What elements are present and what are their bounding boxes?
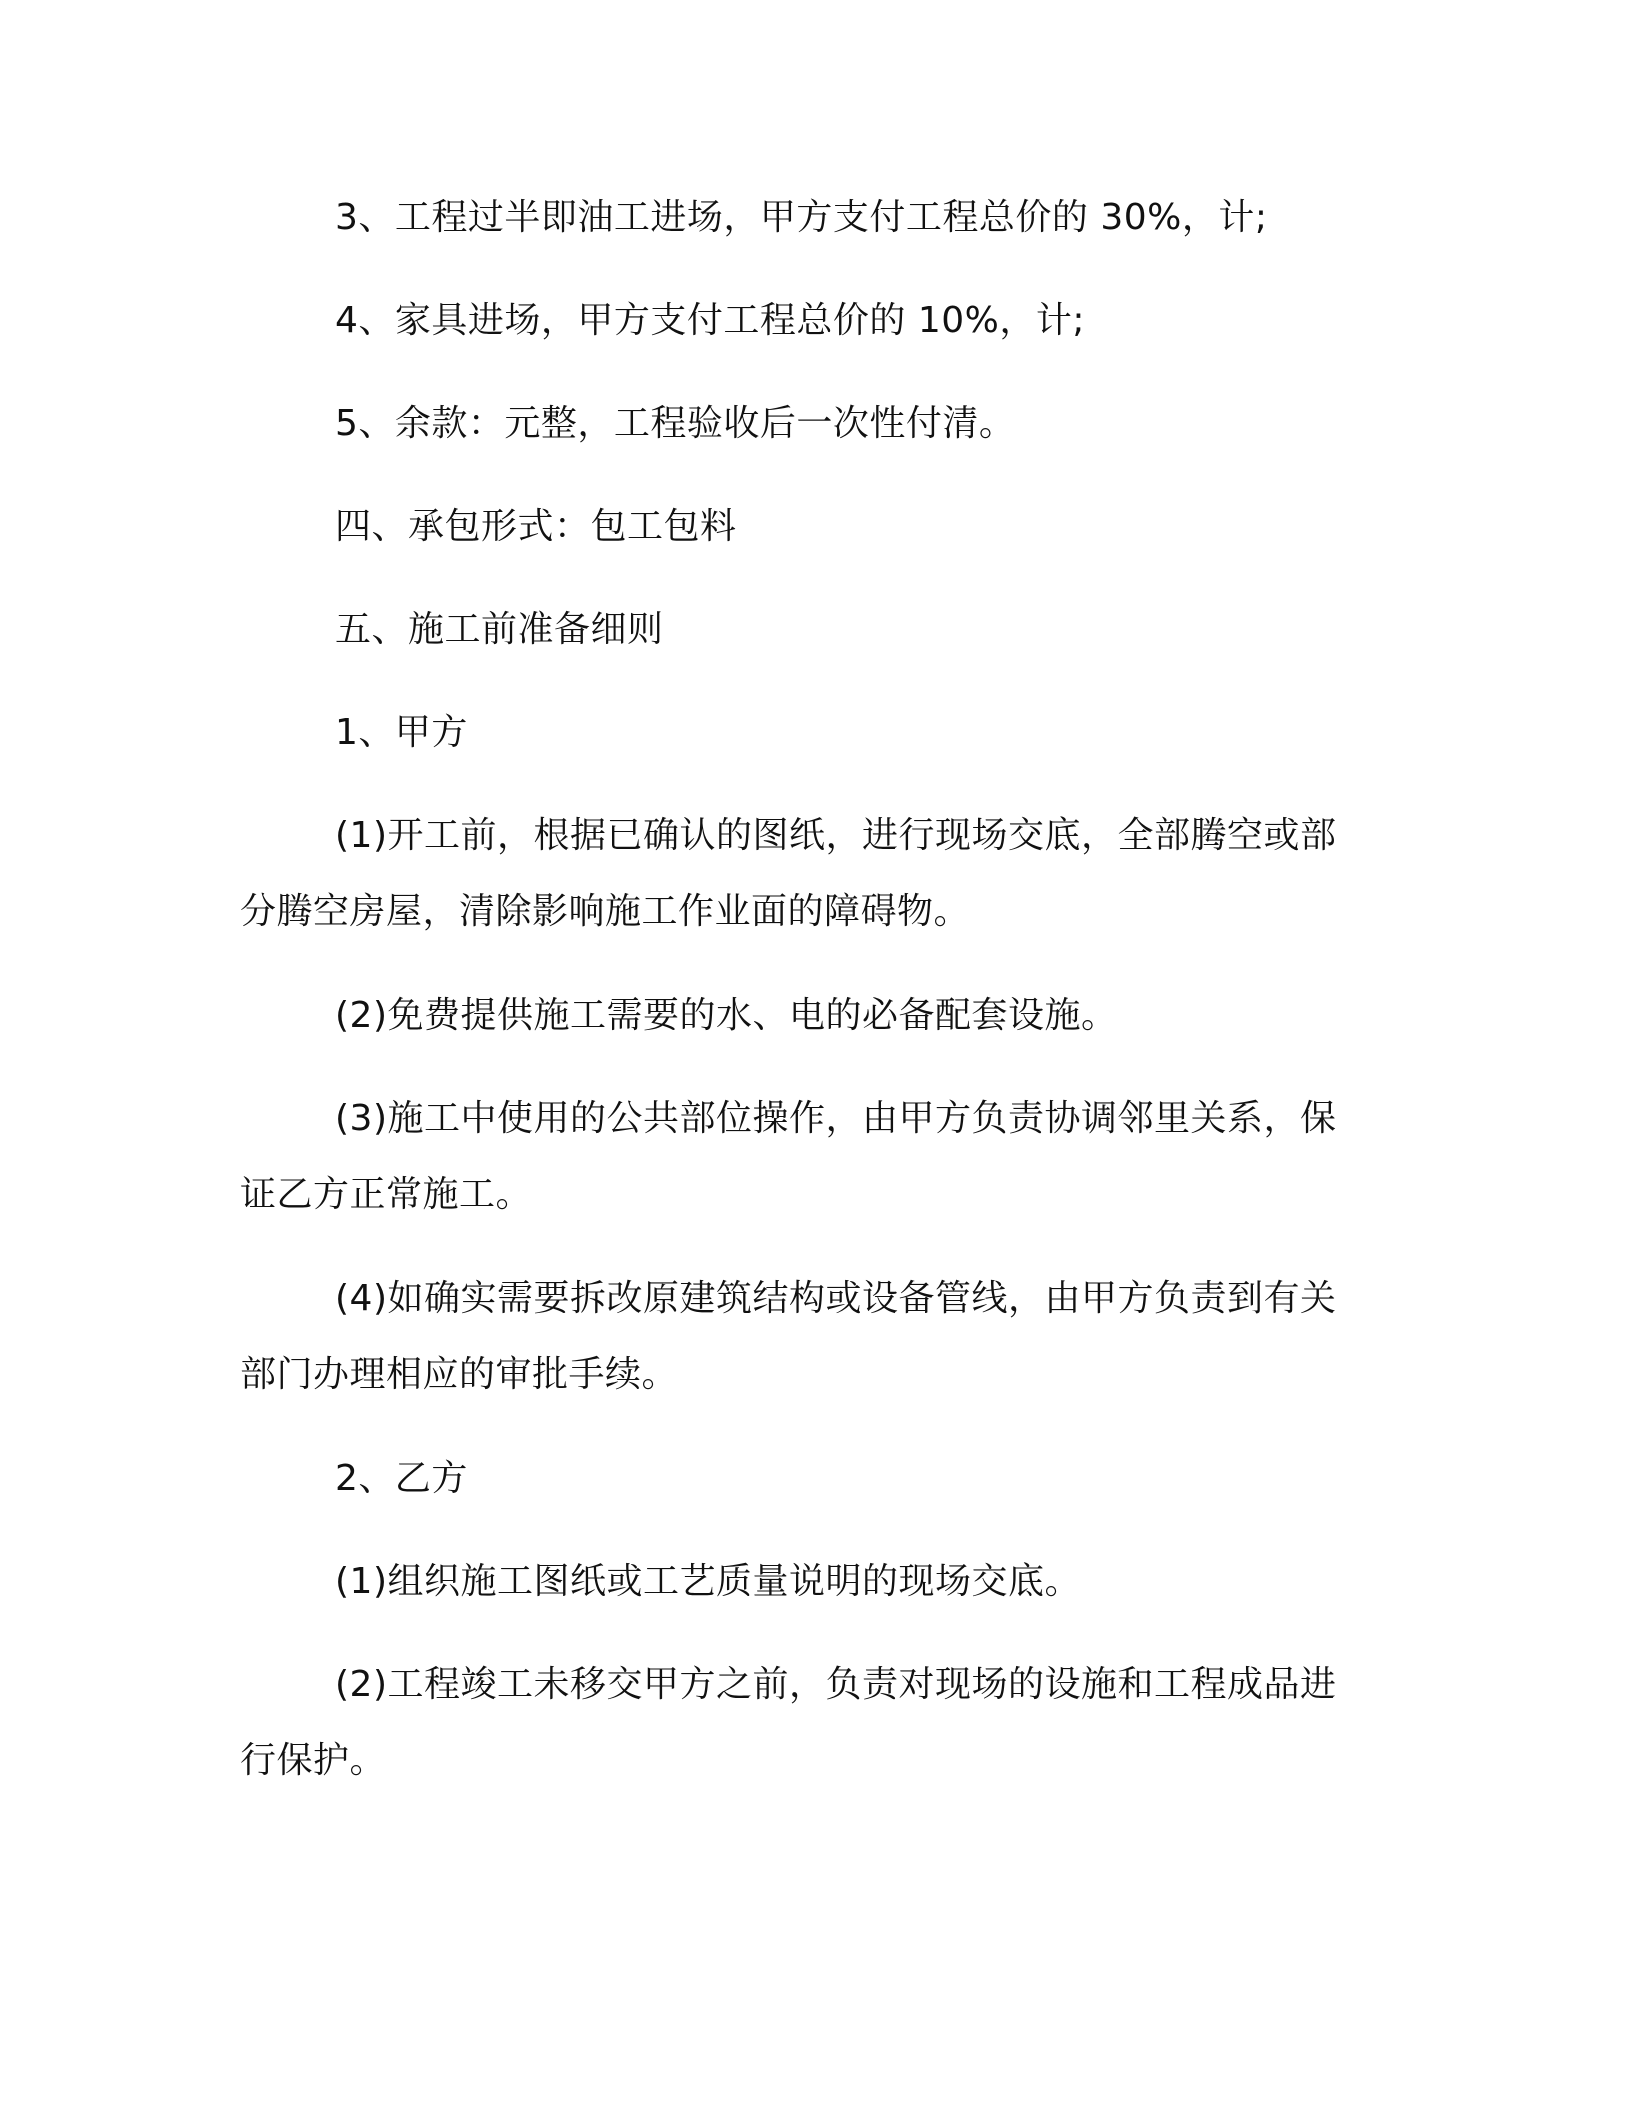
paragraph-party-b-2: (2)工程竣工未移交甲方之前，负责对现场的设施和工程成品进行保护。 — [240, 1664, 1337, 1781]
paragraph-party-a-1: (1)开工前，根据已确认的图纸，进行现场交底，全部腾空或部分腾空房屋，清除影响施工作业面的障碍物。 — [240, 815, 1337, 932]
paragraph-party-b-1: (1)组织施工图纸或工艺质量说明的现场交底。 — [335, 1561, 1081, 1602]
section-heading-preparation: 五、施工前准备细则 — [335, 609, 664, 650]
paragraph-party-a-4: (4)如确实需要拆改原建筑结构或设备管线，由甲方负责到有关部门办理相应的审批手续。 — [240, 1278, 1337, 1395]
subheading-party-a: 1、甲方 — [335, 712, 468, 753]
subheading-party-b: 2、乙方 — [335, 1458, 468, 1499]
paragraph-payment-4: 4、家具进场，甲方支付工程总价的 10%，计; — [335, 300, 1085, 341]
paragraph-party-a-2: (2)免费提供施工需要的水、电的必备配套设施。 — [335, 995, 1118, 1036]
paragraph-payment-3: 3、工程过半即油工进场，甲方支付工程总价的 30%，计; — [335, 197, 1268, 238]
section-heading-contract-form: 四、承包形式：包工包料 — [335, 506, 737, 547]
paragraph-party-a-3: (3)施工中使用的公共部位操作，由甲方负责协调邻里关系，保证乙方正常施工。 — [240, 1098, 1337, 1215]
paragraph-payment-5: 5、余款：元整，工程验收后一次性付清。 — [335, 403, 1016, 444]
